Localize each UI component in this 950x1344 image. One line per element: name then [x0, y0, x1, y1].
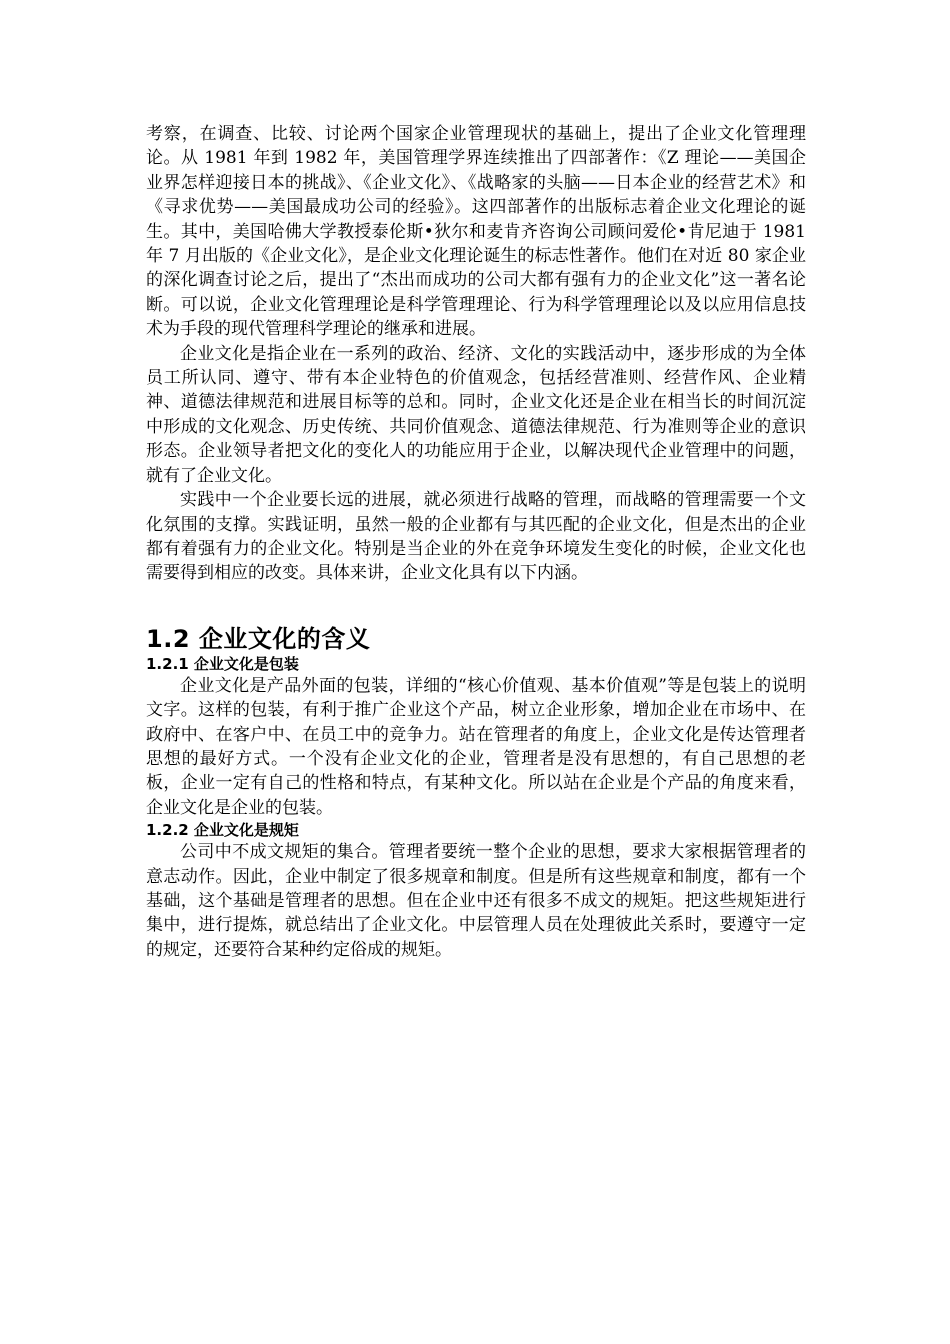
body-paragraph-2: 企业文化是指企业在一系列的政治、经济、文化的实践活动中，逐步形成的为全体员工所认同、遵守、带有本企业特色的价值观念，包括经营准则、经营作风、企业精神、道德法律规范和进展目标等的总和。同时，企业文化还是企业在相当长的时间沉淀中形成的文化观念、历史传统、共同价值观念、道德法律规范、行为准则等企业的意识形态。企业领导者把文化的变化人的功能应用于企业，以解决现代企业管理中的问题，就有了企业文化。: [146, 343, 806, 486]
subsection-heading-2: 1.2.2 企业文化是规矩: [146, 821, 299, 840]
subsection-1-paragraph: 企业文化是产品外面的包装，详细的“核心价值观、基本价值观”等是包装上的说明文字。这样的包装，有利于推广企业这个产品，树立企业形象，增加企业在市场中、在政府中、在客户中、在员工中的竞争力。站在管理者的角度上，企业文化是传达管理者思想的最好方式。一个没有企业文化的企业，管理者是没有思想的，有自己思想的老板，企业一定有自己的性格和特点，有某种文化。所以站在企业是个产品的角度来看，企业文化是企业的包装。: [146, 675, 806, 818]
subsection-heading-1: 1.2.1 企业文化是包装: [146, 654, 299, 673]
subsection-2-paragraph: 公司中不成文规矩的集合。管理者要统一整个企业的思想，要求大家根据管理者的意志动作。因此，企业中制定了很多规章和制度。但是所有这些规章和制度，都有一个基础，这个基础是管理者的思想。但在企业中还有很多不成文的规矩。把这些规矩进行集中，进行提炼，就总结出了企业文化。中层管理人员在处理彼此关系时，要遵守一定的规定，还要符合某种约定俗成的规矩。: [146, 842, 806, 960]
body-paragraph-1: 考察，在调查、比较、讨论两个国家企业管理现状的基础上，提出了企业文化管理理论。从 1981 年到 1982 年，美国管理学界连续推出了四部著作：《Z 理论——美国企业界怎样迎接日本的挑战》、《企业文化》、《战略家的头脑——日本企业的经营艺术》和《寻求优势——美国最成功公司的经验》。这四部著作的出版标志着企业文化理论的诞生。其中，美国哈佛大学教授泰伦斯•狄尔和麦肯齐咨询公司顾问爱伦•肯尼迪于 1981 年 7 月出版的《企业文化》，是企业文化理论诞生的标志性著作。他们在对近 80 家企业的深化调查讨论之后，提出了“杰出而成功的公司大都有强有力的企业文化”这一著名论断。可以说，企业文化管理理论是科学管理理论、行为科学管理理论以及以应用信息技术为手段的现代管理科学理论的继承和进展。: [146, 124, 806, 340]
section-heading: 1.2 企业文化的含义: [146, 624, 371, 653]
body-paragraph-3: 实践中一个企业要长远的进展，就必须进行战略的管理，而战略的管理需要一个文化氛围的支撑。实践证明，虽然一般的企业都有与其匹配的企业文化，但是杰出的企业都有着强有力的企业文化。特别是当企业的外在竞争环境发生变化的时候，企业文化也需要得到相应的改变。具体来讲，企业文化具有以下内涵。: [146, 490, 806, 584]
document-page: [146, 122, 806, 962]
